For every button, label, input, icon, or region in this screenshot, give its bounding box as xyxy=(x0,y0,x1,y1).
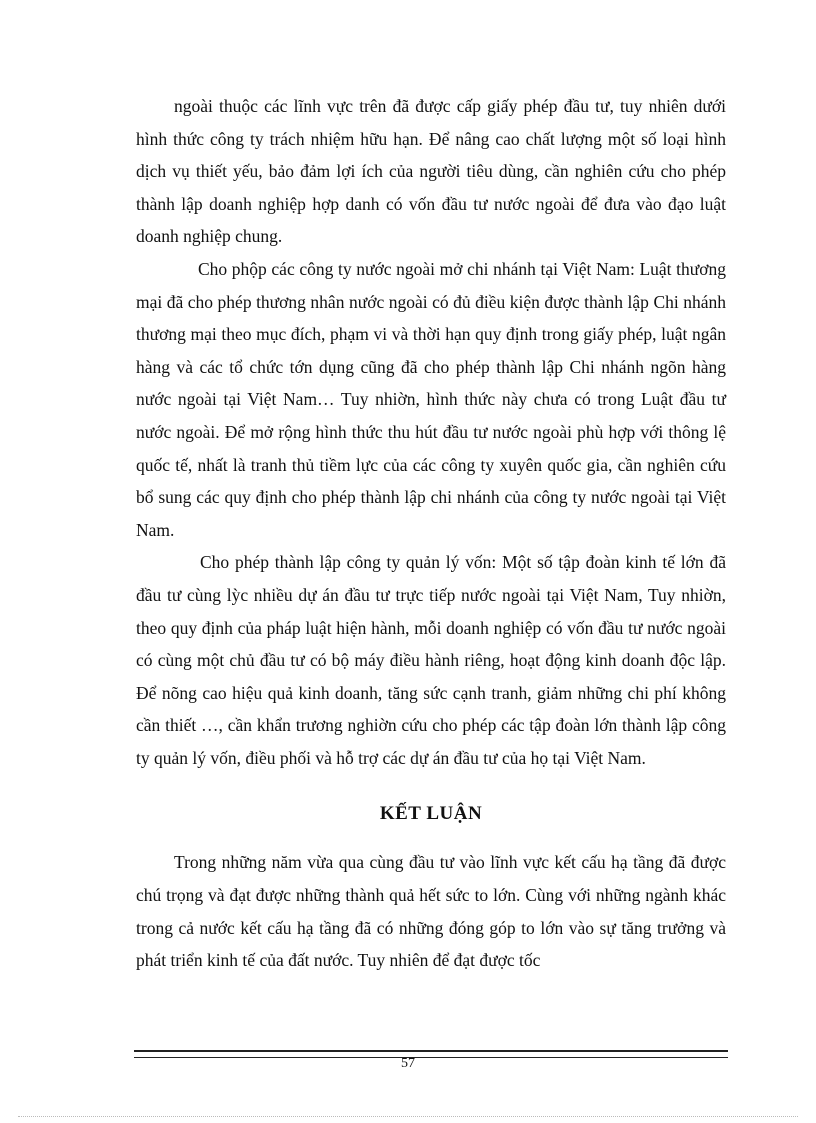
paragraph-4: Trong những năm vừa qua cùng đầu tư vào lĩnh vực kết cấu hạ tầng đã được chú trọng và đạt được những thành quả hết sức to lớn. Cùng với những ngành khác trong cả nước kết cấu hạ tầng đã có những đóng góp to lớn vào sự tăng trưởng và phát triển kinh tế của đất nước. Tuy nhiên để đạt được tốc xyxy=(136,852,726,971)
section-heading: KẾT LUẬN xyxy=(379,803,483,825)
page-edge-divider xyxy=(18,1116,798,1117)
paragraph-3: Cho phép thành lập công ty quản lý vốn: Một số tập đoàn kinh tế lớn đã đầu tư cùng lỳc nhiều dự án đầu tư trực tiếp nước ngoài tại Việt Nam, Tuy nhiờn, theo quy định của pháp luật hiện hành, mỗi doanh nghiệp có vốn đầu tư nước ngoài có cùng một chủ đầu tư có bộ máy điều hành riêng, hoạt động kinh doanh độc lập. Để nõng cao hiệu quả kinh doanh, tăng sức cạnh tranh, giảm những chi phí không cần thiết …, cần khẩn trương nghiờn cứu cho phép các tập đoàn lớn thành lập công ty quản lý vốn, điều phối và hỗ trợ các dự án đầu tư của họ tại Việt Nam. xyxy=(136,552,726,768)
paragraph-1: ngoài thuộc các lĩnh vực trên đã được cấp giấy phép đầu tư, tuy nhiên dưới hình thức công ty trách nhiệm hữu hạn. Để nâng cao chất lượng một số loại hình dịch vụ thiết yếu, bảo đảm lợi ích của người tiêu dùng, cần nghiên cứu cho phép thành lập doanh nghiệp hợp danh có vốn đầu tư nước ngoài để đưa vào đạo luật doanh nghiệp chung. xyxy=(136,96,726,247)
page-number: 57 xyxy=(401,1056,415,1071)
page-body xyxy=(136,90,726,977)
paragraph-2: Cho phộp các công ty nước ngoài mở chi nhánh tại Việt Nam: Luật thương mại đã cho phép thương nhân nước ngoài có đủ điều kiện được thành lập Chi nhánh thương mại theo mục đích, phạm vi và thời hạn quy định trong giấy phép, luật ngân hàng và các tổ chức tớn dụng cũng đã cho phép thành lập Chi nhánh ngõn hàng nước ngoài tại Việt Nam… Tuy nhiờn, hình thức này chưa có trong Luật đầu tư nước ngoài. Để mở rộng hình thức thu hút đầu tư nước ngoài phù hợp với thông lệ quốc tế, nhất là tranh thủ tiềm lực của các công ty xuyên quốc gia, cần nghiên cứu bổ sung các quy định cho phép thành lập chi nhánh của công ty nước ngoài tại Việt Nam. xyxy=(136,258,726,540)
